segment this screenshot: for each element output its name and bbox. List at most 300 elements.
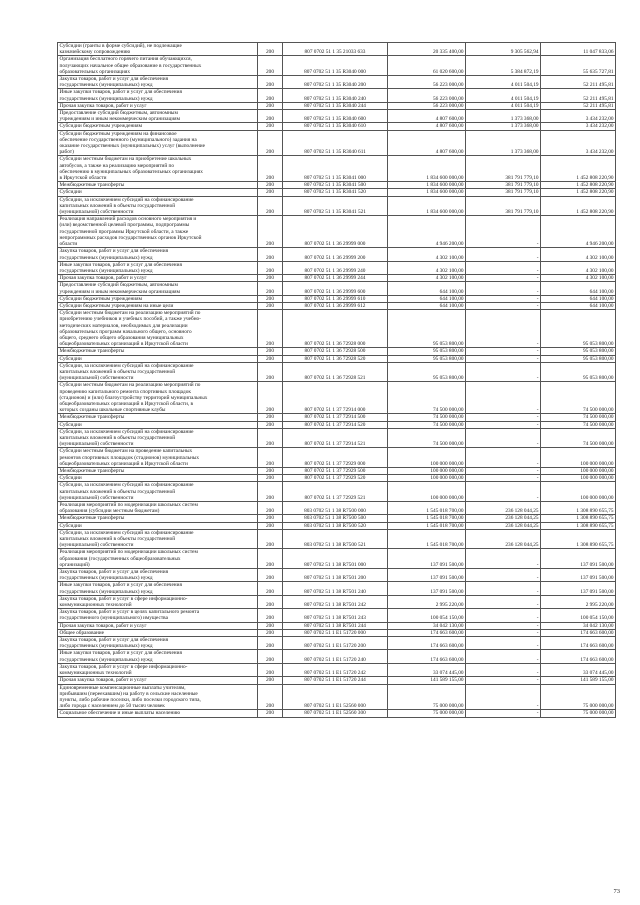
row-classification-cell: 807 0702 51 1 36 29999 612	[283, 302, 388, 309]
row-approved-cell: 644 100,00	[388, 295, 466, 302]
row-code-cell: 200	[258, 43, 283, 56]
row-name-cell: Межбюджетные трансферты	[58, 468, 258, 475]
row-executed-cell: -	[466, 482, 541, 502]
row-executed-cell: 1 373 368,00	[466, 123, 541, 130]
row-code-cell: 200	[258, 609, 283, 622]
row-classification-cell: 807 0702 51 1 36 72928 000	[283, 310, 388, 348]
row-name-cell: Субсидии	[58, 475, 258, 482]
row-executed-cell: -	[466, 282, 541, 295]
row-unexecuted-cell: 141 589 155,00	[541, 677, 616, 684]
row-code-cell: 200	[258, 89, 283, 102]
row-approved-cell: 95 053 800,00	[388, 348, 466, 355]
row-unexecuted-cell: 4 302 100,00	[541, 248, 616, 261]
row-approved-cell: 1 545 018 700,00	[388, 529, 466, 549]
table-row	[58, 275, 616, 282]
row-approved-cell: 95 053 800,00	[388, 355, 466, 362]
table-body	[58, 43, 616, 718]
row-classification-cell: 807 0702 51 1 35 R3040 610	[283, 123, 388, 130]
table-row	[58, 663, 616, 676]
row-name-cell: Социальное обеспечение и иные выплаты населению	[58, 710, 258, 717]
table-row	[58, 522, 616, 529]
row-name-cell: Прочая закупка товаров, работ и услуг	[58, 622, 258, 629]
row-code-cell: 200	[258, 475, 283, 482]
row-name-cell: Субсидии, за исключением субсидий на софинансирование капитальных вложений в объекты государственной (муниципальной) собственности	[58, 529, 258, 549]
row-approved-cell: 4 302 100,00	[388, 248, 466, 261]
row-approved-cell: 4 807 600,00	[388, 123, 466, 130]
row-classification-cell: 807 0702 51 1 35 R3040 240	[283, 89, 388, 102]
row-unexecuted-cell: 1 452 808 220,90	[541, 156, 616, 182]
table-row	[58, 382, 616, 414]
row-executed-cell: -	[466, 302, 541, 309]
row-unexecuted-cell: 95 053 800,00	[541, 310, 616, 348]
row-classification-cell: 807 0702 51 1 38 R7501 200	[283, 569, 388, 582]
row-name-cell: Общее образование	[58, 629, 258, 636]
row-name-cell: Субсидии (гранты в форме субсидий), не подлежащие казначейскому сопровождению	[58, 43, 258, 56]
row-executed-cell: 236 128 044,25	[466, 515, 541, 522]
row-code-cell: 200	[258, 468, 283, 475]
row-name-cell: Субсидии, за исключением субсидий на софинансирование капитальных вложений в объекты государственной (муниципальной) собственности	[58, 428, 258, 448]
row-approved-cell: 141 589 155,00	[388, 677, 466, 684]
row-classification-cell: 807 0702 51 1 37 72914 000	[283, 382, 388, 414]
row-approved-cell: 1 545 018 700,00	[388, 502, 466, 515]
row-classification-cell: 807 0702 51 1 38 R7501 000	[283, 549, 388, 569]
row-classification-cell: 807 0702 51 1 E1 52560 000	[283, 684, 388, 710]
row-approved-cell: 100 000 000,00	[388, 468, 466, 475]
table-row	[58, 282, 616, 295]
row-name-cell: Единовременные компенсационные выплаты учителям, прибывшим (переехавшим) на работу в сельские населенные пункты, либо рабочие поселки, либо поселки городского типа, либо города с населением до 50 тысяч человек	[58, 684, 258, 710]
row-code-cell: 200	[258, 189, 283, 196]
row-approved-cell: 4 807 600,00	[388, 130, 466, 156]
row-executed-cell: 381 791 779,10	[466, 156, 541, 182]
row-classification-cell: 807 0702 51 1 35 R3040 000	[283, 56, 388, 76]
row-approved-cell: 100 054 150,00	[388, 609, 466, 622]
row-approved-cell: 74 500 000,00	[388, 382, 466, 414]
row-name-cell: Реализация мероприятий по модернизации школьных систем образования (государственных общеобразовательных организаций)	[58, 549, 258, 569]
row-executed-cell: 1 373 368,00	[466, 110, 541, 123]
row-code-cell: 200	[258, 282, 283, 295]
row-code-cell: 200	[258, 482, 283, 502]
row-executed-cell: -	[466, 216, 541, 248]
row-name-cell: Межбюджетные трансферты	[58, 348, 258, 355]
row-name-cell: Субсидии местным бюджетам на проведение капитальных ремонтов спортивных площадок (стадионов) муниципальных общеобразовательных организаций в Иркутской области	[58, 448, 258, 468]
row-code-cell: 200	[258, 710, 283, 717]
row-name-cell: Иные закупки товаров, работ и услуг для обеспечения государственных (муниципальных) нужд	[58, 582, 258, 595]
row-name-cell: Межбюджетные трансферты	[58, 414, 258, 421]
row-unexecuted-cell: 4 302 100,00	[541, 261, 616, 274]
row-code-cell: 200	[258, 529, 283, 549]
row-executed-cell: -	[466, 275, 541, 282]
table-row	[58, 428, 616, 448]
row-name-cell: Субсидии бюджетным учреждениям	[58, 123, 258, 130]
row-executed-cell: 381 791 779,10	[466, 182, 541, 189]
row-executed-cell: -	[466, 421, 541, 428]
row-unexecuted-cell: 3 434 232,00	[541, 130, 616, 156]
row-code-cell: 200	[258, 248, 283, 261]
row-approved-cell: 95 053 800,00	[388, 310, 466, 348]
row-approved-cell: 174 663 600,00	[388, 637, 466, 650]
row-unexecuted-cell: 74 500 000,00	[541, 421, 616, 428]
row-approved-cell: 61 020 600,00	[388, 56, 466, 76]
row-unexecuted-cell: 2 995 220,00	[541, 595, 616, 608]
row-classification-cell: 807 0702 51 1 E1 51720 000	[283, 629, 388, 636]
row-unexecuted-cell: 174 663 600,00	[541, 650, 616, 663]
row-approved-cell: 174 663 600,00	[388, 650, 466, 663]
row-name-cell: Закупка товаров, работ и услуг для обеспечения государственных (муниципальных) нужд	[58, 569, 258, 582]
row-name-cell: Предоставление субсидий бюджетным, автономным учреждениям и иным некоммерческим организациям	[58, 110, 258, 123]
row-executed-cell: 236 128 044,25	[466, 502, 541, 515]
row-approved-cell: 1 834 600 000,00	[388, 156, 466, 182]
row-classification-cell: 807 0702 51 1 37 72929 520	[283, 475, 388, 482]
row-executed-cell: -	[466, 710, 541, 717]
row-executed-cell: -	[466, 475, 541, 482]
table-row	[58, 110, 616, 123]
table-row	[58, 43, 616, 56]
row-approved-cell: 4 946 200,00	[388, 216, 466, 248]
row-approved-cell: 644 100,00	[388, 282, 466, 295]
row-approved-cell: 20 335 400,00	[388, 43, 466, 56]
row-code-cell: 200	[258, 569, 283, 582]
row-approved-cell: 4 302 100,00	[388, 275, 466, 282]
row-unexecuted-cell: 95 053 800,00	[541, 362, 616, 382]
table-row	[58, 569, 616, 582]
row-code-cell: 200	[258, 348, 283, 355]
row-name-cell: Закупка товаров, работ и услуг в целях капитального ремонта государственного (муниципального) имущества	[58, 609, 258, 622]
row-unexecuted-cell: 137 091 500,00	[541, 549, 616, 569]
row-classification-cell: 807 0702 51 1 35 R3040 600	[283, 110, 388, 123]
table-row	[58, 189, 616, 196]
row-name-cell: Межбюджетные трансферты	[58, 515, 258, 522]
row-code-cell: 200	[258, 382, 283, 414]
table-row	[58, 529, 616, 549]
row-unexecuted-cell: 75 000 000,00	[541, 684, 616, 710]
row-unexecuted-cell: 4 946 200,00	[541, 216, 616, 248]
row-executed-cell: -	[466, 261, 541, 274]
row-classification-cell: 807 0702 51 1 36 29999 240	[283, 261, 388, 274]
row-executed-cell: -	[466, 595, 541, 608]
row-classification-cell: 807 0702 51 1 36 29999 000	[283, 216, 388, 248]
row-name-cell: Иные закупки товаров, работ и услуг для обеспечения государственных (муниципальных) нужд	[58, 261, 258, 274]
row-classification-cell: 807 0702 51 1 36 72928 520	[283, 355, 388, 362]
row-code-cell: 200	[258, 522, 283, 529]
table-row	[58, 216, 616, 248]
table-row	[58, 710, 616, 717]
row-unexecuted-cell: 1 452 808 220,90	[541, 189, 616, 196]
row-classification-cell: 807 0702 51 1 E1 51720 200	[283, 637, 388, 650]
row-executed-cell: 236 128 044,25	[466, 529, 541, 549]
row-executed-cell: 4 011 504,19	[466, 102, 541, 109]
table-row	[58, 196, 616, 216]
row-approved-cell: 56 223 000,00	[388, 89, 466, 102]
row-approved-cell: 56 223 000,00	[388, 102, 466, 109]
row-name-cell: Субсидии бюджетным учреждениям на иные цели	[58, 302, 258, 309]
row-classification-cell: 807 0702 51 1 35 R3041 520	[283, 189, 388, 196]
row-code-cell: 200	[258, 310, 283, 348]
row-name-cell: Субсидии местным бюджетам на реализацию мероприятий по проведению капитального ремонта спортивных площадок (стадионов) и (или) благоустройству территорий муниципальных общеобразовательных организаций в Иркутской области, в которых созданы школьные спортивные клубы	[58, 382, 258, 414]
row-code-cell: 200	[258, 156, 283, 182]
row-executed-cell: -	[466, 310, 541, 348]
row-classification-cell: 807 0702 51 1 36 72928 521	[283, 362, 388, 382]
row-approved-cell: 1 545 018 700,00	[388, 515, 466, 522]
row-unexecuted-cell: 74 500 000,00	[541, 414, 616, 421]
row-unexecuted-cell: 100 000 000,00	[541, 448, 616, 468]
table-row	[58, 130, 616, 156]
row-executed-cell: -	[466, 582, 541, 595]
table-row	[58, 637, 616, 650]
row-executed-cell: -	[466, 468, 541, 475]
row-classification-cell: 807 0702 51 1 36 29999 610	[283, 295, 388, 302]
row-unexecuted-cell: 95 053 800,00	[541, 355, 616, 362]
row-name-cell: Закупка товаров, работ и услуг в сфере информационно- коммуникационных технологий	[58, 663, 258, 676]
row-code-cell: 200	[258, 515, 283, 522]
row-approved-cell: 75 000 000,00	[388, 684, 466, 710]
row-approved-cell: 137 091 500,00	[388, 549, 466, 569]
row-name-cell: Прочая закупка товаров, работ и услуг	[58, 275, 258, 282]
row-executed-cell: -	[466, 448, 541, 468]
row-code-cell: 200	[258, 295, 283, 302]
row-name-cell: Закупка товаров, работ и услуг для обеспечения государственных (муниципальных) нужд	[58, 76, 258, 89]
row-classification-cell: 807 0702 51 1 37 72914 521	[283, 428, 388, 448]
row-unexecuted-cell: 33 074 445,00	[541, 663, 616, 676]
row-code-cell: 200	[258, 76, 283, 89]
row-name-cell: Реализация мероприятий по модернизации школьных систем образования (субсидии местным бюджетам)	[58, 502, 258, 515]
row-classification-cell: 807 0702 51 1 37 72914 500	[283, 414, 388, 421]
row-approved-cell: 34 042 130,00	[388, 622, 466, 629]
row-approved-cell: 100 000 000,00	[388, 475, 466, 482]
row-name-cell: Субсидии местным бюджетам на реализацию мероприятий по приобретению учебников и учебных пособий, а также учебно- методических материалов, необходимых для реализации образовательных программ начального общего, основного общего, среднего общего образования муниципальных общеобразовательных организаций в Иркутской области	[58, 310, 258, 348]
row-unexecuted-cell: 100 000 000,00	[541, 468, 616, 475]
row-code-cell: 200	[258, 355, 283, 362]
row-executed-cell: -	[466, 609, 541, 622]
row-name-cell: Субсидии	[58, 189, 258, 196]
row-classification-cell: 803 0702 51 1 38 R7500 521	[283, 529, 388, 549]
table-row	[58, 295, 616, 302]
row-name-cell: Субсидии	[58, 421, 258, 428]
row-classification-cell: 807 0702 51 1 38 R7501 243	[283, 609, 388, 622]
row-unexecuted-cell: 52 211 495,81	[541, 76, 616, 89]
table-row	[58, 677, 616, 684]
row-executed-cell: -	[466, 663, 541, 676]
row-approved-cell: 100 000 000,00	[388, 482, 466, 502]
row-executed-cell: -	[466, 622, 541, 629]
row-name-cell: Субсидии, за исключением субсидий на софинансирование капитальных вложений в объекты государственной (муниципальной) собственности	[58, 196, 258, 216]
row-unexecuted-cell: 74 500 000,00	[541, 382, 616, 414]
row-unexecuted-cell: 95 053 800,00	[541, 348, 616, 355]
row-unexecuted-cell: 100 054 150,00	[541, 609, 616, 622]
row-code-cell: 200	[258, 123, 283, 130]
row-unexecuted-cell: 1 452 808 220,90	[541, 196, 616, 216]
table-row	[58, 468, 616, 475]
row-approved-cell: 100 000 000,00	[388, 448, 466, 468]
row-classification-cell: 807 0702 51 1 36 29999 200	[283, 248, 388, 261]
table-row	[58, 348, 616, 355]
row-approved-cell: 137 091 500,00	[388, 582, 466, 595]
row-classification-cell: 807 0702 51 1 36 29999 600	[283, 282, 388, 295]
row-classification-cell: 807 0702 51 1 35 21033 633	[283, 43, 388, 56]
row-name-cell: Прочая закупка товаров, работ и услуг	[58, 102, 258, 109]
row-executed-cell: -	[466, 355, 541, 362]
row-classification-cell: 807 0702 51 1 37 72914 520	[283, 421, 388, 428]
row-name-cell: Субсидии бюджетным учреждениям на финансовое обеспечение государственного (муниципального) задания на оказание государственных (муниципальных) услуг (выполнение работ)	[58, 130, 258, 156]
row-name-cell: Субсидии бюджетным учреждениям	[58, 295, 258, 302]
table-row	[58, 123, 616, 130]
row-name-cell: Закупка товаров, работ и услуг для обеспечения государственных (муниципальных) нужд	[58, 248, 258, 261]
row-unexecuted-cell: 174 663 600,00	[541, 637, 616, 650]
row-executed-cell: -	[466, 569, 541, 582]
row-approved-cell: 2 995 220,00	[388, 595, 466, 608]
row-approved-cell: 4 302 100,00	[388, 261, 466, 274]
row-executed-cell: 381 791 779,10	[466, 196, 541, 216]
row-code-cell: 200	[258, 196, 283, 216]
row-code-cell: 200	[258, 110, 283, 123]
row-classification-cell: 807 0702 51 1 37 72929 000	[283, 448, 388, 468]
row-approved-cell: 74 500 000,00	[388, 428, 466, 448]
row-code-cell: 200	[258, 637, 283, 650]
row-name-cell: Иные закупки товаров, работ и услуг для обеспечения государственных (муниципальных) нужд	[58, 650, 258, 663]
row-approved-cell: 4 807 600,00	[388, 110, 466, 123]
row-code-cell: 200	[258, 663, 283, 676]
row-approved-cell: 174 663 600,00	[388, 629, 466, 636]
table-row	[58, 622, 616, 629]
table-row	[58, 421, 616, 428]
table-row	[58, 549, 616, 569]
row-unexecuted-cell: 75 000 000,00	[541, 710, 616, 717]
row-unexecuted-cell: 644 100,00	[541, 282, 616, 295]
row-code-cell: 200	[258, 595, 283, 608]
row-code-cell: 200	[258, 448, 283, 468]
row-approved-cell: 74 500 000,00	[388, 421, 466, 428]
row-approved-cell: 33 074 445,00	[388, 663, 466, 676]
row-code-cell: 200	[258, 275, 283, 282]
row-code-cell: 200	[258, 549, 283, 569]
table-row	[58, 684, 616, 710]
table-row	[58, 261, 616, 274]
row-approved-cell: 137 091 500,00	[388, 569, 466, 582]
row-approved-cell: 74 500 000,00	[388, 414, 466, 421]
row-executed-cell: -	[466, 348, 541, 355]
row-unexecuted-cell: 4 302 100,00	[541, 275, 616, 282]
table-row	[58, 76, 616, 89]
row-executed-cell: 1 373 368,00	[466, 130, 541, 156]
row-code-cell: 200	[258, 421, 283, 428]
row-name-cell: Закупка товаров, работ и услуг в сфере информационно- коммуникационных технологий	[58, 595, 258, 608]
row-code-cell: 200	[258, 650, 283, 663]
table-row	[58, 629, 616, 636]
row-name-cell: Иные закупки товаров, работ и услуг для обеспечения государственных (муниципальных) нужд	[58, 89, 258, 102]
row-unexecuted-cell: 174 663 600,00	[541, 629, 616, 636]
row-executed-cell: -	[466, 684, 541, 710]
row-classification-cell: 807 0702 51 1 36 29999 244	[283, 275, 388, 282]
report-table	[57, 42, 616, 718]
row-unexecuted-cell: 1 452 808 220,90	[541, 182, 616, 189]
table-row	[58, 182, 616, 189]
row-code-cell: 200	[258, 216, 283, 248]
row-executed-cell: -	[466, 248, 541, 261]
row-name-cell: Субсидии местным бюджетам на приобретение школьных автобусов, а также на реализацию мероприятий по обеспечению в муниципальных образовательных организациях в Иркутской области	[58, 156, 258, 182]
row-code-cell: 200	[258, 677, 283, 684]
row-unexecuted-cell: 1 308 890 655,75	[541, 502, 616, 515]
table-row	[58, 609, 616, 622]
row-executed-cell: 4 011 504,19	[466, 76, 541, 89]
table-row	[58, 475, 616, 482]
row-executed-cell: 5 384 872,19	[466, 56, 541, 76]
row-name-cell: Субсидии, за исключением субсидий на софинансирование капитальных вложений в объекты государственной (муниципальной) собственности	[58, 482, 258, 502]
row-unexecuted-cell: 52 211 495,81	[541, 102, 616, 109]
row-classification-cell: 803 0702 51 1 38 R7500 000	[283, 502, 388, 515]
row-code-cell: 200	[258, 629, 283, 636]
row-unexecuted-cell: 137 091 500,00	[541, 582, 616, 595]
row-unexecuted-cell: 1 308 890 655,75	[541, 522, 616, 529]
table-row	[58, 89, 616, 102]
row-code-cell: 200	[258, 362, 283, 382]
row-unexecuted-cell: 100 000 000,00	[541, 475, 616, 482]
row-code-cell: 200	[258, 56, 283, 76]
row-name-cell: Субсидии, за исключением субсидий на софинансирование капитальных вложений в объекты государственной (муниципальной) собственности	[58, 362, 258, 382]
row-classification-cell: 807 0702 51 1 37 72929 521	[283, 482, 388, 502]
row-code-cell: 200	[258, 582, 283, 595]
row-code-cell: 200	[258, 130, 283, 156]
row-executed-cell: -	[466, 382, 541, 414]
row-name-cell: Реализация направлений расходов основного мероприятия и (или) ведомственной целевой программы, подпрограммы государственной программы Иркутской области, а также непрограммных расходов государственных органов Иркутской области	[58, 216, 258, 248]
row-approved-cell: 1 545 018 700,00	[388, 522, 466, 529]
row-classification-cell: 803 0702 51 1 38 R7500 520	[283, 522, 388, 529]
row-code-cell: 200	[258, 684, 283, 710]
row-classification-cell: 803 0702 51 1 38 R7500 500	[283, 515, 388, 522]
row-unexecuted-cell: 137 091 500,00	[541, 569, 616, 582]
table-row	[58, 482, 616, 502]
row-classification-cell: 807 0702 51 1 38 R7501 242	[283, 595, 388, 608]
table-row	[58, 515, 616, 522]
row-classification-cell: 807 0702 51 1 35 R3040 611	[283, 130, 388, 156]
table-row	[58, 448, 616, 468]
row-code-cell: 200	[258, 302, 283, 309]
row-classification-cell: 807 0702 51 1 35 R3041 521	[283, 196, 388, 216]
row-classification-cell: 807 0702 51 1 38 R7501 240	[283, 582, 388, 595]
row-executed-cell: -	[466, 650, 541, 663]
row-unexecuted-cell: 74 500 000,00	[541, 428, 616, 448]
row-unexecuted-cell: 55 635 727,81	[541, 56, 616, 76]
row-approved-cell: 644 100,00	[388, 302, 466, 309]
row-unexecuted-cell: 52 211 495,81	[541, 89, 616, 102]
table-row	[58, 310, 616, 348]
row-classification-cell: 807 0702 51 1 35 R3041 500	[283, 182, 388, 189]
row-approved-cell: 1 834 600 000,00	[388, 196, 466, 216]
row-name-cell: Субсидии	[58, 355, 258, 362]
row-code-cell: 200	[258, 428, 283, 448]
row-executed-cell: -	[466, 677, 541, 684]
row-executed-cell: -	[466, 414, 541, 421]
row-code-cell: 200	[258, 102, 283, 109]
row-unexecuted-cell: 1 308 890 655,75	[541, 515, 616, 522]
row-executed-cell: 9 305 562,94	[466, 43, 541, 56]
row-classification-cell: 807 0702 51 1 35 R3040 200	[283, 76, 388, 89]
row-executed-cell: -	[466, 295, 541, 302]
row-name-cell: Организация бесплатного горячего питания обучающихся, получающих начальное общее образование в государственных образовательных организациях	[58, 56, 258, 76]
row-classification-cell: 807 0702 51 1 36 72928 500	[283, 348, 388, 355]
row-unexecuted-cell: 3 434 232,00	[541, 110, 616, 123]
row-executed-cell: -	[466, 637, 541, 650]
table-row	[58, 595, 616, 608]
row-classification-cell: 807 0702 51 1 E1 51720 240	[283, 650, 388, 663]
table-row	[58, 156, 616, 182]
row-executed-cell: -	[466, 629, 541, 636]
table-row	[58, 362, 616, 382]
table-row	[58, 248, 616, 261]
table-row	[58, 102, 616, 109]
row-approved-cell: 1 834 600 000,00	[388, 182, 466, 189]
row-executed-cell: -	[466, 362, 541, 382]
row-name-cell: Прочая закупка товаров, работ и услуг	[58, 677, 258, 684]
table-row	[58, 302, 616, 309]
